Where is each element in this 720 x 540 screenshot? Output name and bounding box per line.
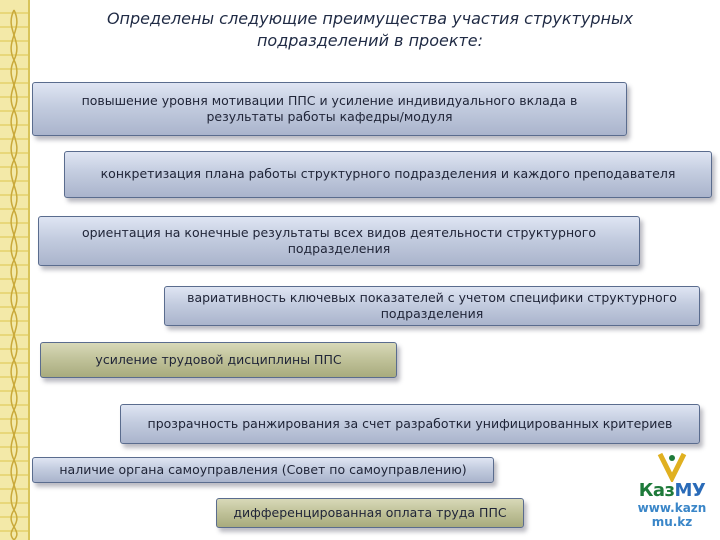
benefit-item-text: результаты работы кафедры/модуля [206,109,453,124]
logo-brand-left: Каз [638,480,675,501]
logo-brand [628,480,716,501]
kaznmu-logo [628,452,716,540]
benefit-item-results [38,216,640,266]
benefit-item-text: конкретизация плана работы структурного подразделения и каждого преподавателя [100,166,676,182]
benefit-item-motivation [32,82,627,136]
benefit-item-text: усиление трудовой дисциплины ППС [95,351,342,367]
benefit-item-text: дифференцированная оплата труда ППС [233,504,507,520]
benefit-item-pay [216,498,524,528]
page-title [60,8,680,51]
logo-brand-right: МУ [674,480,706,501]
benefit-item-variability [164,286,700,326]
side-ornament [0,0,30,540]
benefit-item-transparency [120,404,700,444]
page-title-line-2: подразделений в проекте: [256,30,484,50]
benefit-item-text: подразделения [287,241,391,256]
benefit-item-text: подразделения [380,306,484,321]
benefit-item-text: наличие органа самоуправления (Совет по самоуправлению) [59,461,467,477]
benefit-item-self-government [32,457,494,483]
logo-url[interactable] [628,501,716,530]
benefit-item-text: вариативность ключевых показателей с учетом специфики структурного [187,289,677,305]
page-title-line-1: Определены следующие преимущества участия структурных [106,9,634,28]
benefit-item-text: повышение уровня мотивации ППС и усиление индивидуального вклада в [81,92,578,108]
logo-url-line-2: mu.kz [651,515,693,530]
benefit-item-discipline [40,342,397,378]
logo-emblem-icon [652,452,692,482]
benefit-item-text: прозрачность ранжирования за счет разработки унифицированных критериев [147,415,673,431]
logo-url-line-1: www.kazn [637,501,707,515]
benefit-item-plan [64,151,712,198]
benefit-item-text: ориентация на конечные результаты всех видов деятельности структурного [81,224,597,240]
ornament-pattern-icon [0,0,28,540]
